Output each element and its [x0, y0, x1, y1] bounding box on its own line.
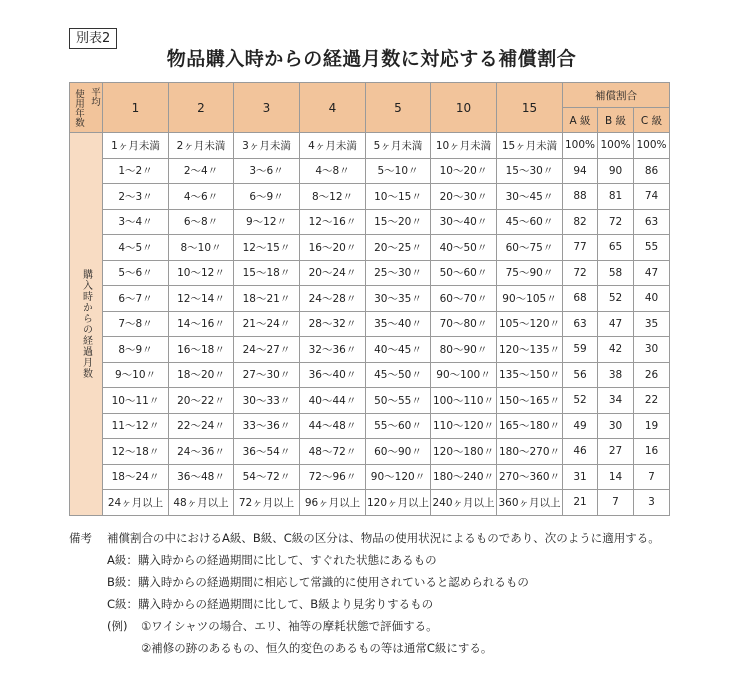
ratio-cell-c: 7	[634, 464, 670, 490]
ratio-cell-b: 34	[598, 388, 634, 414]
ratio-cell-b: 65	[598, 235, 634, 261]
table-row	[70, 413, 670, 439]
period-cell: 18〜24〃	[103, 464, 169, 490]
period-cell: 50〜60〃	[431, 260, 497, 286]
period-cell: 10〜11〃	[103, 388, 169, 414]
table-row	[70, 235, 670, 261]
year-header: 4	[300, 83, 366, 133]
table-row	[70, 464, 670, 490]
period-cell: 18〜20〃	[169, 362, 234, 388]
year-header: 15	[497, 83, 563, 133]
ratio-cell-c: 26	[634, 362, 670, 388]
ratio-cell-b: 42	[598, 337, 634, 363]
period-cell: 4〜5〃	[103, 235, 169, 261]
ratio-cell-a: 52	[563, 388, 598, 414]
period-cell: 270〜360〃	[497, 464, 563, 490]
period-cell: 80〜90〃	[431, 337, 497, 363]
period-cell: 2〜4〃	[169, 158, 234, 184]
ratio-cell-c: 19	[634, 413, 670, 439]
period-cell: 32〜36〃	[300, 337, 366, 363]
period-cell: 2〜3〃	[103, 184, 169, 210]
ratio-cell-b: 90	[598, 158, 634, 184]
grade-header: C 級	[634, 108, 670, 133]
year-header: 5	[366, 83, 431, 133]
period-cell: 10〜20〃	[431, 158, 497, 184]
ratio-header: 補償割合	[563, 83, 670, 108]
example-1: ①ワイシャツの場合、エリ、袖等の摩耗状態で評価する。	[141, 619, 438, 633]
period-cell: 14〜16〃	[169, 311, 234, 337]
ratio-cell-c: 100%	[634, 133, 670, 159]
period-cell: 6〜9〃	[234, 184, 300, 210]
period-cell: 120〜180〃	[431, 439, 497, 465]
period-cell: 5ヶ月未満	[366, 133, 431, 159]
ratio-cell-c: 55	[634, 235, 670, 261]
period-cell: 16〜18〃	[169, 337, 234, 363]
ratio-cell-c: 47	[634, 260, 670, 286]
ratio-cell-b: 47	[598, 311, 634, 337]
period-cell: 110〜120〃	[431, 413, 497, 439]
ratio-cell-c: 74	[634, 184, 670, 210]
period-cell: 8〜12〃	[300, 184, 366, 210]
ratio-cell-b: 81	[598, 184, 634, 210]
period-cell: 8〜9〃	[103, 337, 169, 363]
period-cell: 72ヶ月以上	[234, 490, 300, 516]
note-grade-b: B級：購入時からの経過期間に相応して常識的に使用されていると認められるもの	[107, 575, 529, 589]
ratio-cell-c: 30	[634, 337, 670, 363]
ratio-cell-a: 63	[563, 311, 598, 337]
period-cell: 180〜240〃	[431, 464, 497, 490]
ratio-cell-c: 40	[634, 286, 670, 312]
notes-head: 備考	[69, 531, 92, 545]
ratio-cell-a: 31	[563, 464, 598, 490]
ratio-cell-a: 59	[563, 337, 598, 363]
period-cell: 360ヶ月以上	[497, 490, 563, 516]
table-row	[70, 184, 670, 210]
ratio-cell-a: 21	[563, 490, 598, 516]
period-cell: 90〜100〃	[431, 362, 497, 388]
period-cell: 60〜70〃	[431, 286, 497, 312]
period-cell: 75〜90〃	[497, 260, 563, 286]
period-cell: 55〜60〃	[366, 413, 431, 439]
page-title: 物品購入時からの経過月数に対応する補償割合	[166, 48, 577, 70]
ratio-cell-b: 30	[598, 413, 634, 439]
ratio-cell-c: 16	[634, 439, 670, 465]
period-cell: 24〜28〃	[300, 286, 366, 312]
period-cell: 2ヶ月未満	[169, 133, 234, 159]
period-cell: 15〜30〃	[497, 158, 563, 184]
period-cell: 25〜30〃	[366, 260, 431, 286]
period-cell: 11〜12〃	[103, 413, 169, 439]
period-cell: 50〜55〃	[366, 388, 431, 414]
note-grade-c: C級：購入時からの経過期間に比して、B級より見劣りするもの	[107, 597, 434, 611]
ratio-cell-a: 82	[563, 209, 598, 235]
period-cell: 10〜12〃	[169, 260, 234, 286]
period-cell: 45〜50〃	[366, 362, 431, 388]
ratio-cell-c: 63	[634, 209, 670, 235]
period-cell: 48ヶ月以上	[169, 490, 234, 516]
year-header: 3	[234, 83, 300, 133]
period-cell: 30〜35〃	[366, 286, 431, 312]
notes-section	[69, 527, 729, 659]
period-cell: 20〜25〃	[366, 235, 431, 261]
period-cell: 24ヶ月以上	[103, 490, 169, 516]
period-cell: 20〜22〃	[169, 388, 234, 414]
period-cell: 24〜27〃	[234, 337, 300, 363]
period-cell: 5〜10〃	[366, 158, 431, 184]
side-label: 購入時からの経過月数	[80, 268, 92, 379]
period-cell: 15〜18〃	[234, 260, 300, 286]
period-cell: 36〜40〃	[300, 362, 366, 388]
period-cell: 36〜48〃	[169, 464, 234, 490]
ratio-cell-b: 100%	[598, 133, 634, 159]
ratio-cell-c: 86	[634, 158, 670, 184]
period-cell: 15〜20〃	[366, 209, 431, 235]
period-cell: 72〜96〃	[300, 464, 366, 490]
ratio-cell-b: 7	[598, 490, 634, 516]
table-row	[70, 337, 670, 363]
period-cell: 10ヶ月未満	[431, 133, 497, 159]
compensation-table	[69, 82, 670, 516]
period-cell: 24〜36〃	[169, 439, 234, 465]
period-cell: 4〜8〃	[300, 158, 366, 184]
ratio-cell-a: 46	[563, 439, 598, 465]
ratio-cell-a: 72	[563, 260, 598, 286]
period-cell: 12〜16〃	[300, 209, 366, 235]
period-cell: 100〜110〃	[431, 388, 497, 414]
period-cell: 1〜2〃	[103, 158, 169, 184]
ratio-cell-c: 22	[634, 388, 670, 414]
period-cell: 18〜21〃	[234, 286, 300, 312]
period-cell: 180〜270〃	[497, 439, 563, 465]
period-cell: 150〜165〃	[497, 388, 563, 414]
period-cell: 15ヶ月未満	[497, 133, 563, 159]
period-cell: 9〜12〃	[234, 209, 300, 235]
table-row	[70, 133, 670, 159]
side-label-cell	[70, 133, 103, 516]
ratio-cell-c: 35	[634, 311, 670, 337]
table-row	[70, 209, 670, 235]
period-cell: 7〜8〃	[103, 311, 169, 337]
period-cell: 90〜105〃	[497, 286, 563, 312]
table-row	[70, 311, 670, 337]
period-cell: 6〜7〃	[103, 286, 169, 312]
ratio-cell-b: 52	[598, 286, 634, 312]
period-cell: 28〜32〃	[300, 311, 366, 337]
period-cell: 60〜75〃	[497, 235, 563, 261]
period-cell: 44〜48〃	[300, 413, 366, 439]
period-cell: 33〜36〃	[234, 413, 300, 439]
period-cell: 22〜24〃	[169, 413, 234, 439]
table-row	[70, 439, 670, 465]
ratio-cell-b: 58	[598, 260, 634, 286]
period-cell: 30〜45〃	[497, 184, 563, 210]
period-cell: 36〜54〃	[234, 439, 300, 465]
year-header: 2	[169, 83, 234, 133]
period-cell: 70〜80〃	[431, 311, 497, 337]
ratio-cell-a: 100%	[563, 133, 598, 159]
ratio-cell-b: 27	[598, 439, 634, 465]
ratio-cell-b: 38	[598, 362, 634, 388]
appendix-label: 別表2	[69, 28, 117, 49]
period-cell: 60〜90〃	[366, 439, 431, 465]
period-cell: 5〜6〃	[103, 260, 169, 286]
period-cell: 20〜30〃	[431, 184, 497, 210]
table-row	[70, 286, 670, 312]
period-cell: 16〜20〃	[300, 235, 366, 261]
ratio-cell-a: 88	[563, 184, 598, 210]
period-cell: 35〜40〃	[366, 311, 431, 337]
period-cell: 96ヶ月以上	[300, 490, 366, 516]
period-cell: 165〜180〃	[497, 413, 563, 439]
example-2: ②補修の跡のあるもの、恒久的変色のあるもの等は通常C級にする。	[141, 641, 493, 655]
table-row	[70, 388, 670, 414]
ratio-cell-a: 77	[563, 235, 598, 261]
ratio-cell-a: 49	[563, 413, 598, 439]
period-cell: 3〜6〃	[234, 158, 300, 184]
grade-header: B 級	[598, 108, 634, 133]
period-cell: 10〜15〃	[366, 184, 431, 210]
corner-top-label: 平均	[89, 86, 100, 106]
period-cell: 48〜72〃	[300, 439, 366, 465]
ratio-cell-b: 72	[598, 209, 634, 235]
period-cell: 40〜44〃	[300, 388, 366, 414]
period-cell: 120〜135〃	[497, 337, 563, 363]
year-header: 1	[103, 83, 169, 133]
ratio-cell-a: 68	[563, 286, 598, 312]
period-cell: 12〜18〃	[103, 439, 169, 465]
period-cell: 54〜72〃	[234, 464, 300, 490]
period-cell: 3〜4〃	[103, 209, 169, 235]
ratio-cell-a: 94	[563, 158, 598, 184]
notes-line1: 補償割合の中におけるA級、B級、C級の区分は、物品の使用状況によるものであり、次のように適用する。	[107, 531, 660, 545]
year-header: 10	[431, 83, 497, 133]
period-cell: 9〜10〃	[103, 362, 169, 388]
period-cell: 45〜60〃	[497, 209, 563, 235]
period-cell: 40〜45〃	[366, 337, 431, 363]
table-row	[70, 158, 670, 184]
period-cell: 3ヶ月未満	[234, 133, 300, 159]
period-cell: 12〜14〃	[169, 286, 234, 312]
period-cell: 135〜150〃	[497, 362, 563, 388]
example-label: (例)	[107, 619, 128, 633]
period-cell: 20〜24〃	[300, 260, 366, 286]
period-cell: 105〜120〃	[497, 311, 563, 337]
period-cell: 4ヶ月未満	[300, 133, 366, 159]
ratio-cell-c: 3	[634, 490, 670, 516]
note-grade-a: A級：購入時からの経過期間に比して、すぐれた状態にあるもの	[107, 553, 437, 567]
table-row	[70, 260, 670, 286]
period-cell: 120ヶ月以上	[366, 490, 431, 516]
period-cell: 21〜24〃	[234, 311, 300, 337]
ratio-cell-b: 14	[598, 464, 634, 490]
period-cell: 30〜40〃	[431, 209, 497, 235]
period-cell: 30〜33〃	[234, 388, 300, 414]
grade-header: A 級	[563, 108, 598, 133]
period-cell: 240ヶ月以上	[431, 490, 497, 516]
table-row	[70, 490, 670, 516]
period-cell: 90〜120〃	[366, 464, 431, 490]
period-cell: 12〜15〃	[234, 235, 300, 261]
period-cell: 27〜30〃	[234, 362, 300, 388]
period-cell: 8〜10〃	[169, 235, 234, 261]
table-row	[70, 362, 670, 388]
period-cell: 1ヶ月未満	[103, 133, 169, 159]
period-cell: 40〜50〃	[431, 235, 497, 261]
ratio-cell-a: 56	[563, 362, 598, 388]
corner-left-label: 使用年数	[73, 88, 84, 127]
period-cell: 4〜6〃	[169, 184, 234, 210]
corner-header	[70, 83, 103, 133]
period-cell: 6〜8〃	[169, 209, 234, 235]
